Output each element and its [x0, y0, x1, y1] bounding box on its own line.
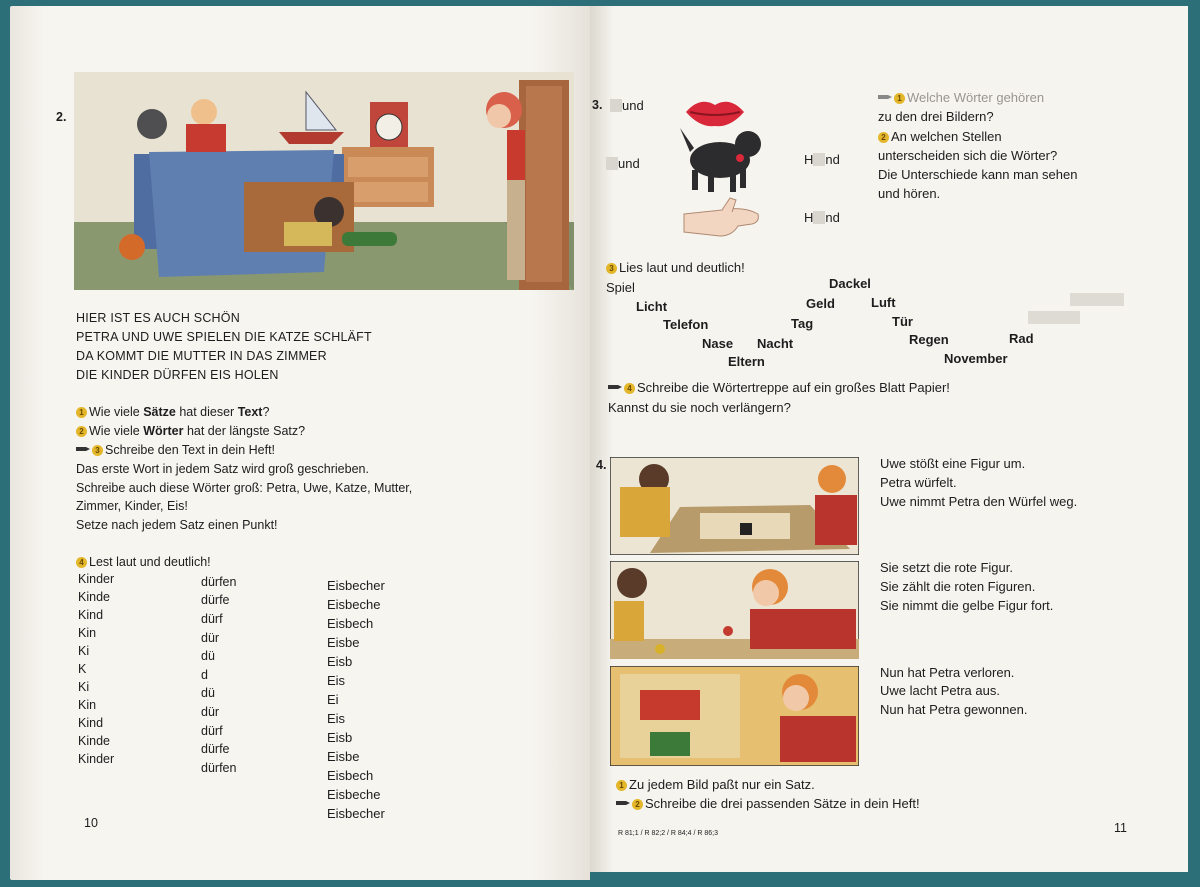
question-1: 1 Zu jedem Bild paßt nur ein Satz.	[616, 777, 815, 792]
side-question-line: zu den drei Bildern?	[878, 109, 994, 124]
side-question-1: 1 Welche Wörter gehören	[878, 90, 1044, 105]
word: Eisbe	[327, 635, 360, 650]
stair-word: Dackel	[829, 276, 871, 291]
word: dür	[201, 705, 220, 719]
instruction-line: Schreibe auch diese Wörter groß: Petra, Uwe, Katze, Mutter,	[76, 481, 413, 495]
word: Kinde	[78, 590, 110, 604]
pencil-icon	[616, 799, 630, 807]
sentence: Petra würfelt.	[880, 475, 957, 490]
word: dürfen	[201, 575, 237, 589]
word-with-gap: und	[610, 98, 644, 113]
number-2-icon: 2	[878, 132, 889, 143]
stair-word: Tür	[892, 314, 913, 329]
word: Eisbeche	[327, 597, 381, 612]
word: Kinder	[78, 752, 115, 766]
redacted-box	[1070, 293, 1124, 306]
word: d	[201, 668, 208, 682]
sentence: Uwe lacht Petra aus.	[880, 683, 1000, 698]
side-question-line: und hören.	[878, 186, 941, 201]
number-4-icon: 4	[76, 557, 87, 568]
word: Eisbecher	[327, 806, 385, 821]
sentence: Sie setzt die rote Figur.	[880, 560, 1013, 575]
stair-word: Eltern	[728, 354, 765, 369]
word: Eisbe	[327, 749, 360, 764]
word: Kinder	[78, 572, 115, 586]
board-game-panel-3	[610, 666, 859, 766]
question-1: 1 Wie viele Sätze hat dieser Text?	[76, 405, 269, 419]
redacted-box	[1028, 311, 1080, 324]
question-4: 4 Schreibe die Wörtertreppe auf ein großes Blatt Papier!	[608, 380, 950, 395]
dog-picture	[678, 120, 770, 198]
word: dürfe	[201, 593, 230, 607]
board-game-panel-2	[610, 561, 859, 659]
page-number: 10	[84, 816, 98, 830]
word: Eis	[327, 673, 346, 688]
word: K	[78, 662, 87, 676]
instruction-line: Kannst du sie noch verlängern?	[608, 400, 791, 415]
text-line: HIER IST ES AUCH SCHÖN	[76, 311, 240, 325]
stair-word: Regen	[909, 332, 949, 347]
side-question-line: Die Unterschiede kann man sehen	[878, 167, 1078, 182]
stair-word: Spiel	[606, 280, 635, 295]
text-line: DA KOMMT DIE MUTTER IN DAS ZIMMER	[76, 349, 327, 363]
word: Eis	[327, 711, 346, 726]
sentence: Sie nimmt die gelbe Figur fort.	[880, 598, 1054, 613]
number-2-icon: 2	[76, 426, 87, 437]
sentence: Nun hat Petra gewonnen.	[880, 702, 1028, 717]
sentence: Nun hat Petra verloren.	[880, 665, 1015, 680]
reference-codes: R 81;1 / R 82;2 / R 84;4 / R 86;3	[618, 830, 718, 837]
word-with-gap: H nd	[804, 210, 840, 225]
stair-word: Geld	[806, 296, 835, 311]
letter-gap	[813, 153, 825, 166]
letter-gap	[606, 157, 618, 170]
word: Ei	[327, 692, 339, 707]
stair-word: November	[944, 351, 1008, 366]
pencil-icon	[608, 383, 622, 391]
word: Eisbecher	[327, 578, 385, 593]
word: Kinde	[78, 734, 110, 748]
word: dür	[201, 631, 220, 645]
number-1-icon: 1	[616, 780, 627, 791]
word: Ki	[78, 644, 90, 658]
word: dü	[201, 686, 215, 700]
page-number: 11	[1114, 821, 1127, 835]
word: Eisb	[327, 730, 353, 745]
word: dürfe	[201, 742, 230, 756]
word: Kin	[78, 698, 97, 712]
number-3-icon: 3	[92, 445, 103, 456]
word: Kind	[78, 608, 104, 622]
side-question-line: unterscheiden sich die Wörter?	[878, 148, 1058, 163]
letter-gap	[610, 99, 622, 112]
stair-word: Rad	[1009, 331, 1034, 346]
stair-word: Telefon	[663, 317, 709, 332]
word-with-gap: und	[606, 156, 640, 171]
kids-room-illustration	[74, 72, 574, 290]
pencil-icon	[878, 93, 892, 101]
word: Eisb	[327, 654, 353, 669]
number-1-icon: 1	[76, 407, 87, 418]
sentence: Sie zählt die roten Figuren.	[880, 579, 1036, 594]
hand-picture	[682, 196, 762, 240]
word: Kin	[78, 626, 97, 640]
stair-word: Tag	[791, 316, 814, 331]
text-line: DIE KINDER DÜRFEN EIS HOLEN	[76, 368, 279, 382]
sentence: Uwe stößt eine Figur um.	[880, 456, 1026, 471]
instruction-line: Setze nach jedem Satz einen Punkt!	[76, 518, 278, 532]
side-question-2: 2 An welchen Stellen	[878, 129, 1002, 144]
number-2-icon: 2	[632, 799, 643, 810]
question-3: 3 Schreibe den Text in dein Heft!	[76, 443, 275, 457]
word: Eisbech	[327, 616, 374, 631]
stair-word: Licht	[636, 299, 668, 314]
exercise-number: 2.	[56, 110, 67, 124]
text-line: PETRA UND UWE SPIELEN DIE KATZE SCHLÄFT	[76, 330, 372, 344]
instruction-line: Zimmer, Kinder, Eis!	[76, 499, 188, 513]
instruction-line: Das erste Wort in jedem Satz wird groß geschrieben.	[76, 462, 369, 476]
word: dürfen	[201, 761, 237, 775]
question-2: 2 Wie viele Wörter hat der längste Satz?	[76, 424, 305, 438]
stair-word: Luft	[871, 295, 896, 310]
number-1-icon: 1	[894, 93, 905, 104]
question-3: 3 Lies laut und deutlich!	[606, 260, 745, 275]
exercise-number: 3.	[592, 98, 603, 112]
number-4-icon: 4	[624, 383, 635, 394]
number-3-icon: 3	[606, 263, 617, 274]
word: Kind	[78, 716, 104, 730]
letter-gap	[813, 211, 825, 224]
word: Ki	[78, 680, 90, 694]
word: dürf	[201, 724, 223, 738]
question-2: 2 Schreibe die drei passenden Sätze in dein Heft!	[616, 796, 920, 811]
word: dürf	[201, 612, 223, 626]
word-with-gap: H nd	[804, 152, 840, 167]
pencil-icon	[76, 445, 90, 453]
question-4: 4 Lest laut und deutlich!	[76, 555, 211, 569]
exercise-number: 4.	[596, 458, 607, 472]
stair-word: Nase	[702, 336, 734, 351]
word: Eisbeche	[327, 787, 381, 802]
word: dü	[201, 649, 215, 663]
stair-word: Nacht	[757, 336, 794, 351]
board-game-panel-1	[610, 457, 859, 555]
word: Eisbech	[327, 768, 374, 783]
left-page	[10, 6, 590, 880]
sentence: Uwe nimmt Petra den Würfel weg.	[880, 494, 1078, 509]
right-page	[590, 6, 1188, 872]
